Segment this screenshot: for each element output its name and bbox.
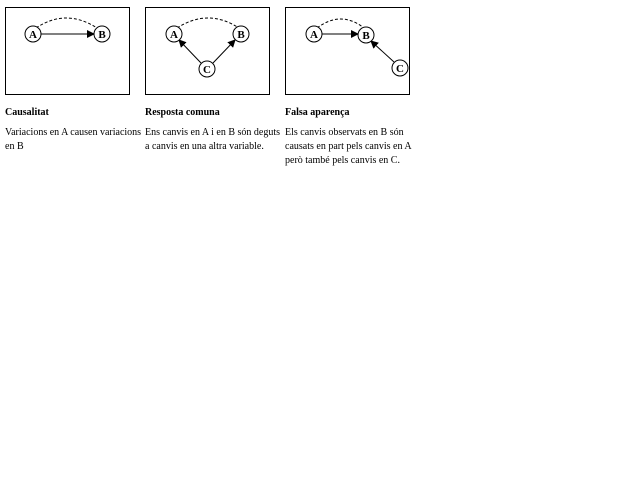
- node-b-label: B: [98, 29, 106, 41]
- node-a: [306, 26, 322, 42]
- arrow-c-to-a: [179, 40, 201, 63]
- node-b: [358, 27, 374, 43]
- node-c-label: C: [203, 64, 211, 76]
- falsa-aparenca-diagram: [286, 8, 409, 94]
- resposta-comuna-caption: [145, 106, 285, 154]
- falsa-aparenca-title: Falsa aparença: [285, 107, 350, 118]
- node-a-label: A: [29, 29, 37, 41]
- node-a: [25, 26, 41, 42]
- node-a: [166, 26, 182, 42]
- dashed-link-a-b: [36, 18, 97, 28]
- arrow-c-to-b: [213, 40, 235, 63]
- node-b-label: B: [362, 30, 370, 42]
- node-a-label: A: [170, 29, 178, 41]
- resposta-comuna-diagram: [146, 8, 269, 94]
- node-b: [94, 26, 110, 42]
- node-c-label: C: [396, 63, 404, 75]
- resposta-comuna-description: Ens canvis en A i en B són deguts a canvis en una altra variable.: [145, 127, 280, 152]
- falsa-aparenca-diagram-panel: [285, 7, 410, 95]
- causalitat-description: Variacions en A causen variacions en B: [5, 127, 142, 152]
- node-b: [233, 26, 249, 42]
- node-a-label: A: [310, 29, 318, 41]
- node-c: [199, 61, 215, 77]
- node-c: [392, 60, 408, 76]
- arrow-c-to-b: [371, 41, 394, 62]
- resposta-comuna-diagram-panel: [145, 7, 270, 95]
- resposta-comuna-title: Resposta comuna: [145, 107, 220, 118]
- causalitat-caption: [5, 106, 145, 154]
- causalitat-title: Causalitat: [5, 107, 49, 118]
- falsa-aparenca-caption: [285, 106, 425, 168]
- causalitat-diagram: [6, 8, 129, 94]
- dashed-link-a-b: [317, 19, 364, 28]
- node-b-label: B: [237, 29, 245, 41]
- dashed-link-a-b: [177, 18, 239, 28]
- causalitat-diagram-panel: [5, 7, 130, 95]
- falsa-aparenca-description: Els canvis observats en B són causats en part pels canvis en A però també pels canvis en C.: [285, 127, 412, 166]
